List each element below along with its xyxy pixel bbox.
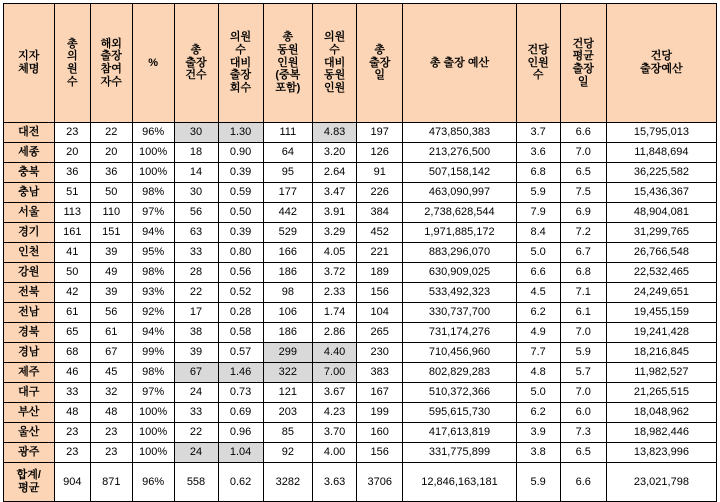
cell-trip_days: 160: [357, 423, 403, 443]
cell-mobilized_dup: 203: [263, 403, 313, 423]
cell-mobilized_per_member: 3.29: [313, 223, 357, 243]
cell-people_per_trip: 3.9: [516, 423, 560, 443]
cell-mobilized_dup: 186: [263, 323, 313, 343]
cell-trip_days: 189: [357, 263, 403, 283]
row-region-label: 전남: [4, 303, 55, 323]
cell-mobilized_dup: 177: [263, 183, 313, 203]
cell-trip_days: 383: [357, 363, 403, 383]
cell-avg_days_per_trip: 7.0: [560, 323, 606, 343]
cell-trips_per_member: 0.57: [218, 343, 263, 363]
cell-people_per_trip: 4.5: [516, 283, 560, 303]
cell-overseas_participants: 871: [90, 463, 132, 502]
cell-pct: 96%: [132, 123, 174, 143]
cell-budget_per_trip: 21,265,515: [606, 383, 716, 403]
cell-mobilized_dup: 92: [263, 443, 313, 463]
table-row: [4, 263, 717, 283]
cell-trips_per_member: 0.62: [218, 463, 263, 502]
cell-trip_days: 452: [357, 223, 403, 243]
cell-pct: 98%: [132, 363, 174, 383]
cell-trips_per_member: 1.46: [218, 363, 263, 383]
column-header-budget: 총 출장 예산: [403, 4, 516, 123]
cell-overseas_participants: 23: [90, 443, 132, 463]
cell-budget: 417,613,819: [403, 423, 516, 443]
cell-trip_days: 226: [357, 183, 403, 203]
cell-avg_days_per_trip: 6.7: [560, 243, 606, 263]
cell-budget_per_trip: 26,766,548: [606, 243, 716, 263]
overseas-trip-statistics-table: [3, 3, 717, 502]
cell-overseas_participants: 39: [90, 243, 132, 263]
table-row: [4, 423, 717, 443]
cell-overseas_participants: 61: [90, 323, 132, 343]
cell-trips_per_member: 1.04: [218, 443, 263, 463]
cell-total_members: 65: [54, 323, 90, 343]
table-body: [4, 123, 717, 502]
cell-trip_count: 30: [174, 183, 218, 203]
cell-trip_count: 24: [174, 443, 218, 463]
cell-budget: 731,174,276: [403, 323, 516, 343]
cell-avg_days_per_trip: 6.5: [560, 163, 606, 183]
cell-budget: 510,372,366: [403, 383, 516, 403]
cell-people_per_trip: 4.9: [516, 323, 560, 343]
column-header-region: 지자 체명: [4, 4, 55, 123]
cell-overseas_participants: 22: [90, 123, 132, 143]
row-region-label: 경북: [4, 323, 55, 343]
cell-budget_per_trip: 22,532,465: [606, 263, 716, 283]
row-region-label: 광주: [4, 443, 55, 463]
cell-mobilized_dup: 95: [263, 163, 313, 183]
cell-budget_per_trip: 19,455,159: [606, 303, 716, 323]
cell-trip_count: 18: [174, 143, 218, 163]
cell-budget: 213,276,500: [403, 143, 516, 163]
cell-total_members: 61: [54, 303, 90, 323]
column-header-trip-days: 총 출장 일: [357, 4, 403, 123]
cell-budget: 473,850,383: [403, 123, 516, 143]
row-region-label: 서울: [4, 203, 55, 223]
cell-budget: 630,909,025: [403, 263, 516, 283]
row-region-label: 인천: [4, 243, 55, 263]
cell-budget_per_trip: 48,904,081: [606, 203, 716, 223]
row-region-label: 울산: [4, 423, 55, 443]
cell-trips_per_member: 1.30: [218, 123, 263, 143]
cell-pct: 94%: [132, 223, 174, 243]
cell-avg_days_per_trip: 5.7: [560, 363, 606, 383]
cell-avg_days_per_trip: 6.0: [560, 403, 606, 423]
cell-avg_days_per_trip: 6.9: [560, 203, 606, 223]
cell-people_per_trip: 6.2: [516, 303, 560, 323]
cell-mobilized_dup: 186: [263, 263, 313, 283]
cell-budget_per_trip: 24,249,651: [606, 283, 716, 303]
cell-people_per_trip: 6.6: [516, 263, 560, 283]
cell-budget_per_trip: 18,048,962: [606, 403, 716, 423]
cell-budget_per_trip: 31,299,765: [606, 223, 716, 243]
cell-trip_days: 104: [357, 303, 403, 323]
column-header-people-per-trip: 건당 인원 수: [516, 4, 560, 123]
cell-avg_days_per_trip: 7.0: [560, 383, 606, 403]
cell-trips_per_member: 0.52: [218, 283, 263, 303]
cell-total_members: 23: [54, 423, 90, 443]
row-region-label: 부산: [4, 403, 55, 423]
cell-avg_days_per_trip: 7.3: [560, 423, 606, 443]
cell-avg_days_per_trip: 6.5: [560, 443, 606, 463]
cell-trip_count: 24: [174, 383, 218, 403]
cell-mobilized_per_member: 2.64: [313, 163, 357, 183]
cell-trips_per_member: 0.58: [218, 323, 263, 343]
table-header-row: [4, 4, 717, 123]
cell-mobilized_dup: 442: [263, 203, 313, 223]
cell-mobilized_dup: 166: [263, 243, 313, 263]
cell-mobilized_per_member: 3.70: [313, 423, 357, 443]
cell-budget: 330,737,700: [403, 303, 516, 323]
table-header: [4, 4, 717, 123]
cell-total_members: 113: [54, 203, 90, 223]
cell-budget_per_trip: 19,241,428: [606, 323, 716, 343]
cell-budget: 2,738,628,544: [403, 203, 516, 223]
cell-people_per_trip: 3.7: [516, 123, 560, 143]
cell-overseas_participants: 48: [90, 403, 132, 423]
cell-trips_per_member: 0.73: [218, 383, 263, 403]
cell-people_per_trip: 5.9: [516, 183, 560, 203]
cell-pct: 98%: [132, 263, 174, 283]
cell-trip_count: 33: [174, 243, 218, 263]
cell-budget_per_trip: 11,982,527: [606, 363, 716, 383]
cell-trip_days: 156: [357, 283, 403, 303]
table-row: [4, 163, 717, 183]
table-row: [4, 443, 717, 463]
cell-mobilized_dup: 299: [263, 343, 313, 363]
row-region-label: 경기: [4, 223, 55, 243]
cell-overseas_participants: 110: [90, 203, 132, 223]
cell-budget: 331,775,899: [403, 443, 516, 463]
cell-budget: 710,456,960: [403, 343, 516, 363]
cell-people_per_trip: 3.6: [516, 143, 560, 163]
row-region-label: 충남: [4, 183, 55, 203]
cell-budget: 507,158,142: [403, 163, 516, 183]
cell-total_members: 42: [54, 283, 90, 303]
table-row: [4, 183, 717, 203]
cell-total_members: 904: [54, 463, 90, 502]
cell-budget: 883,296,070: [403, 243, 516, 263]
cell-overseas_participants: 32: [90, 383, 132, 403]
cell-people_per_trip: 6.2: [516, 403, 560, 423]
cell-mobilized_per_member: 3.20: [313, 143, 357, 163]
cell-budget_per_trip: 18,216,845: [606, 343, 716, 363]
cell-trip_days: 221: [357, 243, 403, 263]
cell-overseas_participants: 39: [90, 283, 132, 303]
cell-mobilized_per_member: 4.05: [313, 243, 357, 263]
cell-trip_count: 28: [174, 263, 218, 283]
cell-trip_count: 38: [174, 323, 218, 343]
cell-trip_count: 63: [174, 223, 218, 243]
cell-trips_per_member: 0.39: [218, 223, 263, 243]
cell-trip_days: 91: [357, 163, 403, 183]
column-header-trip-count: 총 출장 건수: [174, 4, 218, 123]
cell-mobilized_dup: 106: [263, 303, 313, 323]
cell-trips_per_member: 0.90: [218, 143, 263, 163]
cell-pct: 100%: [132, 443, 174, 463]
cell-total_members: 161: [54, 223, 90, 243]
cell-budget_per_trip: 36,225,582: [606, 163, 716, 183]
row-region-label: 전북: [4, 283, 55, 303]
cell-trips_per_member: 0.80: [218, 243, 263, 263]
row-region-label: 제주: [4, 363, 55, 383]
cell-mobilized_per_member: 3.63: [313, 463, 357, 502]
cell-trips_per_member: 0.69: [218, 403, 263, 423]
cell-budget_per_trip: 11,848,694: [606, 143, 716, 163]
table-row: [4, 403, 717, 423]
column-header-budget-per-trip: 건당 출장예산: [606, 4, 716, 123]
column-header-mobilized-per-member: 의원 수 대비 동원 인원: [313, 4, 357, 123]
row-region-label: 대전: [4, 123, 55, 143]
cell-mobilized_per_member: 4.23: [313, 403, 357, 423]
table-total-row: [4, 463, 717, 502]
cell-pct: 94%: [132, 323, 174, 343]
cell-overseas_participants: 49: [90, 263, 132, 283]
cell-overseas_participants: 50: [90, 183, 132, 203]
cell-total_members: 23: [54, 123, 90, 143]
cell-mobilized_per_member: 3.67: [313, 383, 357, 403]
cell-pct: 98%: [132, 183, 174, 203]
cell-trip_days: 265: [357, 323, 403, 343]
cell-avg_days_per_trip: 7.5: [560, 183, 606, 203]
cell-trip_days: 197: [357, 123, 403, 143]
cell-overseas_participants: 23: [90, 423, 132, 443]
cell-trips_per_member: 0.96: [218, 423, 263, 443]
cell-pct: 97%: [132, 383, 174, 403]
cell-trip_count: 30: [174, 123, 218, 143]
cell-pct: 92%: [132, 303, 174, 323]
cell-mobilized_per_member: 2.33: [313, 283, 357, 303]
cell-trip_days: 126: [357, 143, 403, 163]
row-region-label: 세종: [4, 143, 55, 163]
cell-budget_per_trip: 15,795,013: [606, 123, 716, 143]
cell-trips_per_member: 0.28: [218, 303, 263, 323]
cell-budget: 595,615,730: [403, 403, 516, 423]
cell-mobilized_dup: 111: [263, 123, 313, 143]
cell-pct: 100%: [132, 163, 174, 183]
cell-trip_count: 56: [174, 203, 218, 223]
table-row: [4, 323, 717, 343]
cell-people_per_trip: 4.8: [516, 363, 560, 383]
cell-people_per_trip: 7.7: [516, 343, 560, 363]
cell-mobilized_per_member: 2.86: [313, 323, 357, 343]
column-header-avg-days-per-trip: 건당 평균 출장 일: [560, 4, 606, 123]
cell-total_members: 48: [54, 403, 90, 423]
table-row: [4, 223, 717, 243]
cell-overseas_participants: 56: [90, 303, 132, 323]
cell-pct: 93%: [132, 283, 174, 303]
cell-mobilized_dup: 529: [263, 223, 313, 243]
cell-total_members: 36: [54, 163, 90, 183]
table-row: [4, 143, 717, 163]
cell-trips_per_member: 0.39: [218, 163, 263, 183]
cell-total_members: 51: [54, 183, 90, 203]
row-region-label: 경남: [4, 343, 55, 363]
cell-budget_per_trip: 13,823,996: [606, 443, 716, 463]
cell-trips_per_member: 0.59: [218, 183, 263, 203]
cell-overseas_participants: 20: [90, 143, 132, 163]
cell-trips_per_member: 0.50: [218, 203, 263, 223]
cell-trip_days: 3706: [357, 463, 403, 502]
cell-budget: 802,829,283: [403, 363, 516, 383]
cell-mobilized_dup: 322: [263, 363, 313, 383]
table-row: [4, 203, 717, 223]
cell-trip_days: 384: [357, 203, 403, 223]
cell-mobilized_per_member: 3.91: [313, 203, 357, 223]
table-row: [4, 243, 717, 263]
column-header-overseas-participants: 해외 출장 참여 자수: [90, 4, 132, 123]
cell-avg_days_per_trip: 6.6: [560, 123, 606, 143]
cell-overseas_participants: 45: [90, 363, 132, 383]
cell-pct: 100%: [132, 403, 174, 423]
cell-trip_count: 39: [174, 343, 218, 363]
cell-mobilized_per_member: 3.72: [313, 263, 357, 283]
cell-people_per_trip: 5.9: [516, 463, 560, 502]
cell-budget: 463,090,997: [403, 183, 516, 203]
cell-people_per_trip: 8.4: [516, 223, 560, 243]
cell-total_members: 20: [54, 143, 90, 163]
cell-trip_count: 14: [174, 163, 218, 183]
cell-people_per_trip: 5.0: [516, 243, 560, 263]
table-row: [4, 363, 717, 383]
row-region-label: 강원: [4, 263, 55, 283]
cell-trip_count: 558: [174, 463, 218, 502]
cell-trip_count: 22: [174, 283, 218, 303]
table-row: [4, 283, 717, 303]
cell-total_members: 33: [54, 383, 90, 403]
cell-trip_count: 33: [174, 403, 218, 423]
cell-total_members: 46: [54, 363, 90, 383]
table-row: [4, 303, 717, 323]
cell-total_members: 68: [54, 343, 90, 363]
cell-avg_days_per_trip: 6.8: [560, 263, 606, 283]
cell-overseas_participants: 67: [90, 343, 132, 363]
cell-mobilized_dup: 64: [263, 143, 313, 163]
column-header-mobilized-dup: 총 동원 인원 (중복 포함): [263, 4, 313, 123]
cell-budget: 1,971,885,172: [403, 223, 516, 243]
cell-pct: 96%: [132, 463, 174, 502]
cell-mobilized_per_member: 1.74: [313, 303, 357, 323]
row-region-label: 합계/ 평균: [4, 463, 55, 502]
cell-pct: 99%: [132, 343, 174, 363]
cell-avg_days_per_trip: 5.9: [560, 343, 606, 363]
cell-trip_days: 230: [357, 343, 403, 363]
cell-budget_per_trip: 15,436,367: [606, 183, 716, 203]
column-header-total-members: 총 의 원 수: [54, 4, 90, 123]
cell-total_members: 23: [54, 443, 90, 463]
row-region-label: 대구: [4, 383, 55, 403]
cell-avg_days_per_trip: 7.0: [560, 143, 606, 163]
cell-mobilized_dup: 85: [263, 423, 313, 443]
cell-mobilized_per_member: 4.83: [313, 123, 357, 143]
cell-people_per_trip: 5.0: [516, 383, 560, 403]
cell-avg_days_per_trip: 6.1: [560, 303, 606, 323]
cell-trip_days: 156: [357, 443, 403, 463]
cell-budget_per_trip: 23,021,798: [606, 463, 716, 502]
cell-people_per_trip: 6.8: [516, 163, 560, 183]
cell-trip_count: 22: [174, 423, 218, 443]
cell-mobilized_dup: 121: [263, 383, 313, 403]
table-row: [4, 383, 717, 403]
cell-pct: 95%: [132, 243, 174, 263]
cell-mobilized_dup: 98: [263, 283, 313, 303]
cell-pct: 97%: [132, 203, 174, 223]
cell-budget: 533,492,323: [403, 283, 516, 303]
cell-mobilized_dup: 3282: [263, 463, 313, 502]
cell-people_per_trip: 7.9: [516, 203, 560, 223]
row-region-label: 충북: [4, 163, 55, 183]
cell-trip_count: 67: [174, 363, 218, 383]
cell-budget: 12,846,163,181: [403, 463, 516, 502]
cell-total_members: 41: [54, 243, 90, 263]
cell-avg_days_per_trip: 7.2: [560, 223, 606, 243]
cell-pct: 100%: [132, 143, 174, 163]
cell-budget_per_trip: 18,982,446: [606, 423, 716, 443]
cell-mobilized_per_member: 4.40: [313, 343, 357, 363]
cell-trip_count: 17: [174, 303, 218, 323]
cell-trip_days: 199: [357, 403, 403, 423]
column-header-pct: %: [132, 4, 174, 123]
table-row: [4, 123, 717, 143]
cell-avg_days_per_trip: 6.6: [560, 463, 606, 502]
cell-people_per_trip: 3.8: [516, 443, 560, 463]
cell-pct: 100%: [132, 423, 174, 443]
cell-mobilized_per_member: 7.00: [313, 363, 357, 383]
cell-mobilized_per_member: 3.47: [313, 183, 357, 203]
cell-avg_days_per_trip: 7.1: [560, 283, 606, 303]
column-header-trips-per-member: 의원 수 대비 출장 회수: [218, 4, 263, 123]
cell-overseas_participants: 36: [90, 163, 132, 183]
cell-total_members: 50: [54, 263, 90, 283]
cell-mobilized_per_member: 4.00: [313, 443, 357, 463]
cell-trip_days: 167: [357, 383, 403, 403]
cell-trips_per_member: 0.56: [218, 263, 263, 283]
cell-overseas_participants: 151: [90, 223, 132, 243]
table-row: [4, 343, 717, 363]
